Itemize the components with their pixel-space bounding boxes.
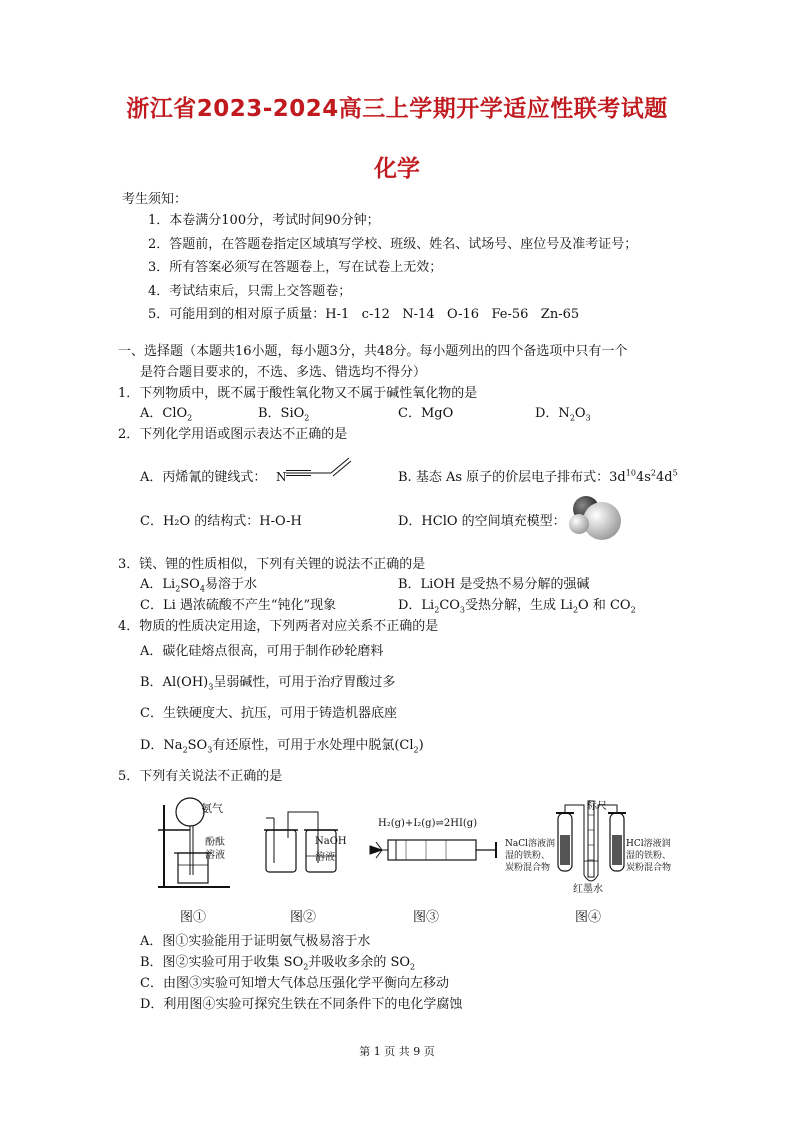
- fig4-right-label-3: 炭粉混合物: [626, 863, 672, 873]
- q4-option-c: C．生铁硬度大、抗压，可用于铸造机器底座: [140, 706, 397, 721]
- notice-item: 4．考试结束后，只需上交答题卷；: [148, 284, 352, 299]
- question-4-stem: 4．物质的性质决定用途，下列两者对应关系不正确的是: [118, 619, 439, 634]
- q1-option-d: D．$N_2O_3$: [535, 406, 591, 423]
- q3-option-d: D．$Li_2CO_3$受热分解，生成 $Li_2O$ 和 $CO_2$: [398, 598, 636, 615]
- notice-item: 3．所有答案必须写在答题卷上，写在试卷上无效；: [148, 260, 443, 275]
- fig1-gas-label: 氨气: [201, 802, 223, 815]
- q1-option-b: B．SiO$_2$: [258, 406, 310, 423]
- figure-3-label: 图③: [413, 910, 440, 925]
- figure-2-label: 图②: [290, 910, 317, 925]
- fig4-bottom-label: 红墨水: [573, 884, 603, 895]
- fig4-ruler-label: 标尺: [587, 801, 607, 812]
- q5-option-b: B．图②实验可用于收集 $SO_2$并吸收多余的 $SO_2$: [140, 955, 416, 972]
- q5-option-a: A．图①实验能用于证明氨气极易溶于水: [140, 934, 371, 949]
- q4-option-b: B．$Al(OH)_3$呈弱碱性，可用于治疗胃酸过多: [140, 675, 396, 692]
- q3-option-b: B．LiOH 是受热不易分解的强碱: [398, 577, 590, 592]
- q2-option-a: A．丙烯氰的键线式：: [140, 470, 267, 485]
- question-3-stem: 3．镁、锂的性质相似，下列有关锂的说法不正确的是: [118, 557, 426, 572]
- question-5-stem: 5．下列有关说法不正确的是: [118, 769, 283, 784]
- question-2-stem: 2．下列化学用语或图示表达不正确的是: [118, 427, 348, 442]
- fig4-left-label-1: NaCl溶液润: [505, 839, 556, 849]
- question-1-stem: 1．下列物质中，既不属于酸性氧化物又不属于碱性氧化物的是: [118, 386, 478, 401]
- figure-4-label: 图④: [575, 910, 602, 925]
- figure-1-label: 图①: [180, 910, 207, 925]
- notice-item: 2．答题前，在答题卷指定区域填写学校、班级、姓名、试场号、座位号及准考证号；: [148, 237, 638, 252]
- page-footer: 第 1 页 共 9 页: [359, 1045, 435, 1058]
- q4-option-a: A．碳化硅熔点很高，可用于制作砂轮磨料: [140, 644, 384, 659]
- fig2-solution-label: NaOH: [315, 836, 347, 847]
- nitrogen-atom-label: N: [276, 470, 287, 484]
- fig4-left-label-3: 炭粉混合物: [505, 863, 551, 873]
- fig2-solution-label-2: 溶液: [315, 852, 335, 863]
- q4-option-d: D．$Na_2SO_3$有还原性，可用于水处理中脱氯$(Cl_2)$: [140, 738, 424, 755]
- notice-item: 5．可能用到的相对原子质量：H-1 c-12 N-14 O-16 Fe-56 Zn-65: [148, 307, 580, 322]
- fig4-right-label-1: HCl溶液润: [626, 839, 671, 849]
- fig3-equation: H₂(g)+I₂(g)⇌2HI(g): [378, 818, 478, 829]
- q3-option-c: C．Li 遇浓硫酸不产生“钝化”现象: [140, 598, 337, 613]
- q5-option-d: D．利用图④实验可探究生铁在不同条件下的电化学腐蚀: [140, 997, 463, 1012]
- fig4-left-label-2: 湿的铁粉、: [505, 851, 551, 861]
- fig1-solution-label-2: 溶液: [205, 850, 225, 861]
- notice-heading: 考生须知：: [122, 192, 188, 207]
- acrylonitrile-skeletal-diagram: [286, 455, 356, 485]
- fig1-solution-label: 酚酞: [205, 837, 225, 848]
- q2-option-b: B. 基态 As 原子的价层电子排布式：$3d^{10}4s^24d^5$: [398, 468, 678, 485]
- section-heading: 一、选择题（本题共16小题，每小题3分，共48分。每小题列出的四个备选项中只有一个: [118, 344, 628, 359]
- subject-title: 化学: [374, 156, 420, 182]
- q1-option-a: A．ClO$_2$: [140, 406, 193, 423]
- fig4-right-label-2: 湿的铁粉、: [626, 851, 672, 861]
- figure-3-syringe: [366, 836, 501, 866]
- section-heading-cont: 是符合题目要求的，不选、多选、错选均不得分）: [140, 365, 427, 380]
- figure-1-fountain-apparatus: [150, 795, 240, 895]
- notice-item: 1．本卷满分100分，考试时间90分钟；: [148, 213, 380, 228]
- q2-option-d: D．HClO 的空间填充模型：: [398, 514, 566, 529]
- exam-title: 浙江省2023-2024高三上学期开学适应性联考试题: [126, 96, 668, 122]
- q2-option-c: C．H₂O 的结构式：H-O-H: [140, 514, 302, 529]
- q1-option-c: C．MgO: [398, 406, 454, 421]
- q5-option-c: C．由图③实验可知增大气体总压强化学平衡向左移动: [140, 976, 449, 991]
- hclo-space-filling-model: [566, 494, 626, 544]
- q3-option-a: A．$Li_2SO_4$易溶于水: [140, 577, 257, 594]
